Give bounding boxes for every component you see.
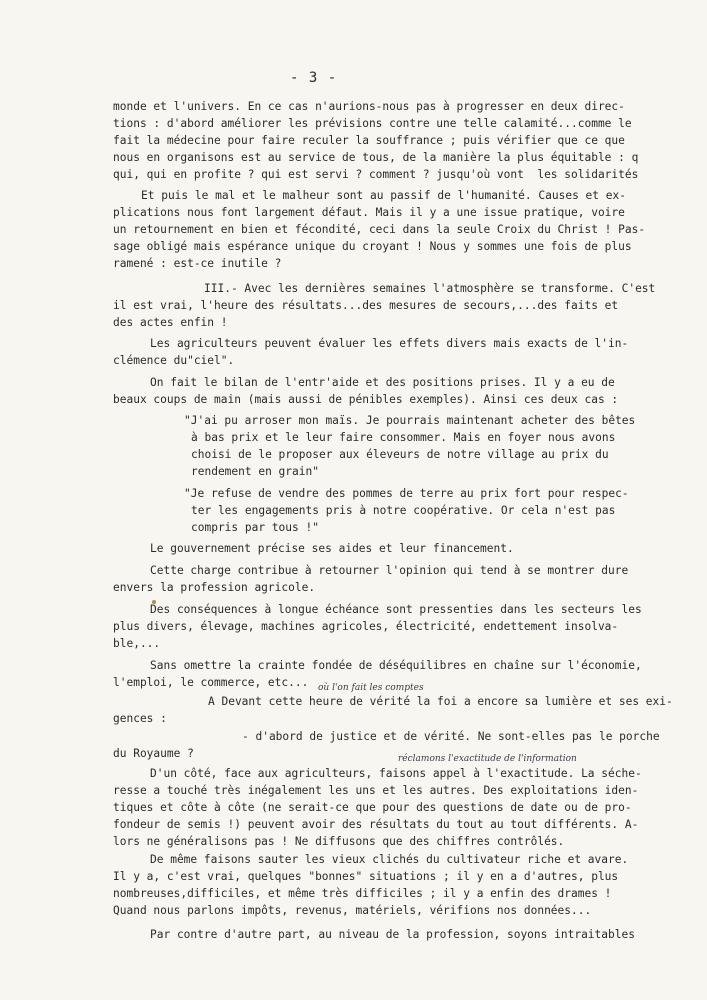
text-line: Par contre d'autre part, au niveau de la profession, soyons intraitables: [150, 928, 635, 941]
text-line: beaux coups de main (mais aussi de pénibles exemples). Ainsi ces deux cas :: [113, 393, 619, 406]
text-line: du Royaume ?: [113, 747, 194, 760]
handwritten-annotation: réclamons l'exactitude de l'information: [398, 754, 577, 764]
text-line: resse a touché très inégalement les uns et les autres. Des exploitations iden-: [113, 784, 639, 797]
text-line: Il y a, c'est vrai, quelques "bonnes" situations ; il y en a d'autres, plus: [113, 870, 619, 883]
text-line: fait la médecine pour faire reculer la souffrance ; puis vérifier que ce que: [113, 134, 625, 147]
text-line: envers la profession agricole.: [113, 581, 316, 594]
text-line: De même faisons sauter les vieux clichés du cultivateur riche et avare.: [150, 853, 629, 866]
text-line: tions : d'abord améliorer les prévisions contre une telle calamité...comme le: [113, 117, 632, 130]
quote-line: compris par tous !": [191, 521, 319, 534]
quote-line: "Je refuse de vendre des pommes de terre au prix fort pour respec-: [184, 487, 629, 500]
text-line: sage obligé mais espérance unique du croyant ! Nous y sommes une fois de plus: [113, 240, 632, 253]
text-line: plus divers, élevage, machines agricoles, électricité, endettement insolva-: [113, 620, 619, 633]
text-line: nous en organisons est au service de tous, de la manière la plus équitable : q: [113, 151, 639, 164]
text-line: plications nous font largement défaut. Mais il y a une issue pratique, voire: [113, 206, 625, 219]
text-line: l'emploi, le commerce, etc...: [113, 676, 309, 689]
text-line: clémence du"ciel".: [113, 354, 235, 367]
quote-line: rendement en grain": [191, 465, 319, 478]
text-line: A Devant cette heure de vérité la foi a encore sa lumière et ses exi-: [208, 695, 673, 708]
text-line: On fait le bilan de l'entr'aide et des positions prises. Il y a eu de: [150, 376, 615, 389]
text-line: ble,...: [113, 637, 161, 650]
text-line: fondeur de semis !) peuvent avoir des résultats du tout au tout différents. A-: [113, 818, 639, 831]
text-line: Des conséquences à longue échéance sont pressenties dans les secteurs les: [150, 603, 642, 616]
text-line: ramené : est-ce inutile ?: [113, 257, 282, 270]
text-line: - d'abord de justice et de vérité. Ne sont-elles pas le porche: [242, 730, 660, 743]
text-line: gences :: [113, 712, 167, 725]
text-line: tiques et côte à côte (ne serait-ce que pour des questions de date ou de pro-: [113, 801, 632, 814]
text-line: Et puis le mal et le malheur sont au passif de l'humanité. Causes et ex-: [141, 189, 626, 202]
text-line: D'un côté, face aux agriculteurs, faisons appel à l'exactitude. La séche-: [150, 767, 642, 780]
text-line: Le gouvernement précise ses aides et leur financement.: [150, 542, 514, 555]
quote-line: ter les engagements pris à notre coopérative. Or cela n'est pas: [191, 504, 616, 517]
text-line: des actes enfin !: [113, 316, 228, 329]
quote-line: à bas prix et le leur faire consommer. Mais en foyer nous avons: [191, 431, 616, 444]
text-line: Les agriculteurs peuvent évaluer les effets divers mais exacts de l'in-: [150, 337, 629, 350]
text-line: qui, qui en profite ? qui est servi ? comment ? jusqu'où vont les solidarités: [113, 168, 639, 181]
section-heading-line: III.- Avec les dernières semaines l'atmosphère se transforme. C'est: [204, 282, 656, 295]
text-line: Cette charge contribue à retourner l'opinion qui tend à se montrer dure: [150, 564, 629, 577]
quote-line: "J'ai pu arroser mon maïs. Je pourrais maintenant acheter des bêtes: [184, 414, 636, 427]
quote-line: choisi de le proposer aux éleveurs de notre village au prix du: [191, 448, 609, 461]
text-line: monde et l'univers. En ce cas n'aurions-nous pas à progresser en deux direc-: [113, 100, 625, 113]
handwritten-annotation: où l'on fait les comptes: [318, 683, 424, 693]
text-line: un retournement en bien et fécondité, ceci dans la seule Croix du Christ ! Pas-: [113, 223, 646, 236]
text-line: nombreuses,difficiles, et même très difficiles ; il y a enfin des drames !: [113, 887, 612, 900]
text-line: lors ne généralisons pas ! Ne diffusons que des chiffres contrôlés.: [113, 835, 565, 848]
page-number: - 3 -: [290, 70, 338, 86]
text-line: Quand nous parlons impôts, revenus, matériels, vérifions nos données...: [113, 904, 592, 917]
text-line: Sans omettre la crainte fondée de déséquilibres en chaîne sur l'économie,: [150, 659, 642, 672]
text-line: il est vrai, l'heure des résultats...des mesures de secours,...des faits et: [113, 299, 619, 312]
